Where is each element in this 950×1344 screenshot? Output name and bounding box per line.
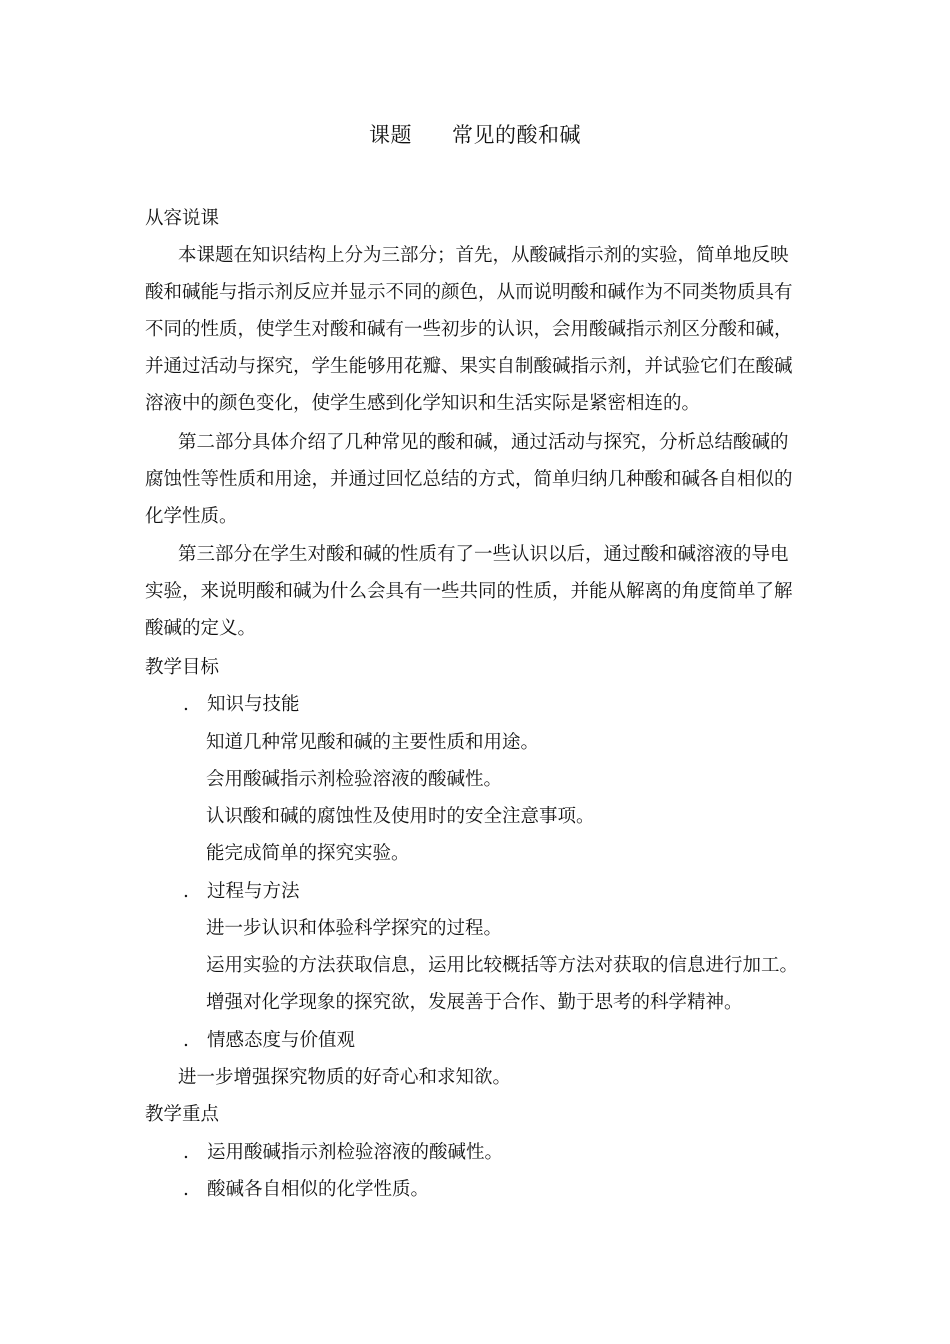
- paragraph-line: 酸碱的定义。: [145, 618, 257, 639]
- list-item-label: 情感态度与价值观: [207, 1030, 356, 1051]
- list-item: 知道几种常见酸和碱的主要性质和用途。: [206, 732, 540, 753]
- list-item-label: 酸碱各自相似的化学性质。: [207, 1179, 430, 1200]
- title-main: 常见的酸和碱: [452, 123, 581, 147]
- list-item-process: [183, 879, 300, 905]
- list-item-emotion: [183, 1028, 355, 1054]
- paragraph-line: 不同的性质，使学生对酸和碱有一些初步的认识，会用酸碱指示剂区分酸和碱，: [145, 319, 793, 340]
- list-item: 认识酸和碱的腐蚀性及使用时的安全注意事项。: [206, 806, 595, 827]
- paragraph-line: 实验，来说明酸和碱为什么会具有一些共同的性质，并能从解离的角度简单了解: [145, 581, 793, 602]
- bullet: .: [183, 1030, 189, 1051]
- paragraph-line: 本课题在知识结构上分为三部分；首先，从酸碱指示剂的实验，简单地反映: [178, 245, 789, 266]
- title-prefix: 课题: [369, 123, 412, 147]
- section-heading-mubiao: 教学目标: [145, 657, 220, 678]
- list-item: 进一步认识和体验科学探究的过程。: [206, 918, 503, 939]
- bullet: .: [183, 1142, 189, 1163]
- paragraph-line: 腐蚀性等性质和用途，并通过回忆总结的方式，简单归纳几种酸和碱各自相似的: [145, 469, 793, 490]
- bullet: .: [183, 1179, 189, 1200]
- paragraph-1: [145, 237, 810, 422]
- bullet: .: [183, 881, 189, 902]
- paragraph-line: 溶液中的颜色变化，使学生感到化学知识和生活实际是紧密相连的。: [145, 393, 701, 414]
- list-item: 会用酸碱指示剂检验溶液的酸碱性。: [206, 769, 503, 790]
- page-title: [0, 120, 950, 150]
- paragraph-line: 化学性质。: [145, 506, 238, 527]
- bullet: .: [183, 694, 189, 715]
- list-item: 运用实验的方法获取信息，运用比较概括等方法对获取的信息进行加工。: [206, 955, 799, 976]
- paragraph-2: [145, 424, 810, 535]
- list-item-label: 知识与技能: [207, 694, 300, 715]
- list-item: [183, 1177, 429, 1203]
- paragraph-line: 第三部分在学生对酸和碱的性质有了一些认识以后，通过酸和碱溶液的导电: [178, 544, 789, 565]
- list-item: 增强对化学现象的探究欲，发展善于合作、勤于思考的科学精神。: [206, 992, 743, 1013]
- section-heading-shuoke: 从容说课: [145, 208, 220, 229]
- section-heading-zhongdian: 教学重点: [145, 1104, 220, 1125]
- list-item-label: 运用酸碱指示剂检验溶液的酸碱性。: [207, 1142, 504, 1163]
- list-item: 进一步增强探究物质的好奇心和求知欲。: [178, 1067, 512, 1088]
- list-item: 能完成简单的探究实验。: [206, 843, 410, 864]
- list-item: [183, 1140, 503, 1166]
- paragraph-line: 酸和碱能与指示剂反应并显示不同的颜色，从而说明酸和碱作为不同类物质具有: [145, 282, 793, 303]
- list-item-knowledge: [183, 692, 300, 718]
- paragraph-3: [145, 536, 810, 647]
- list-item-label: 过程与方法: [207, 881, 300, 902]
- paragraph-line: 第二部分具体介绍了几种常见的酸和碱，通过活动与探究，分析总结酸碱的: [178, 432, 789, 453]
- paragraph-line: 并通过活动与探究，学生能够用花瓣、果实自制酸碱指示剂，并试验它们在酸碱: [145, 356, 793, 377]
